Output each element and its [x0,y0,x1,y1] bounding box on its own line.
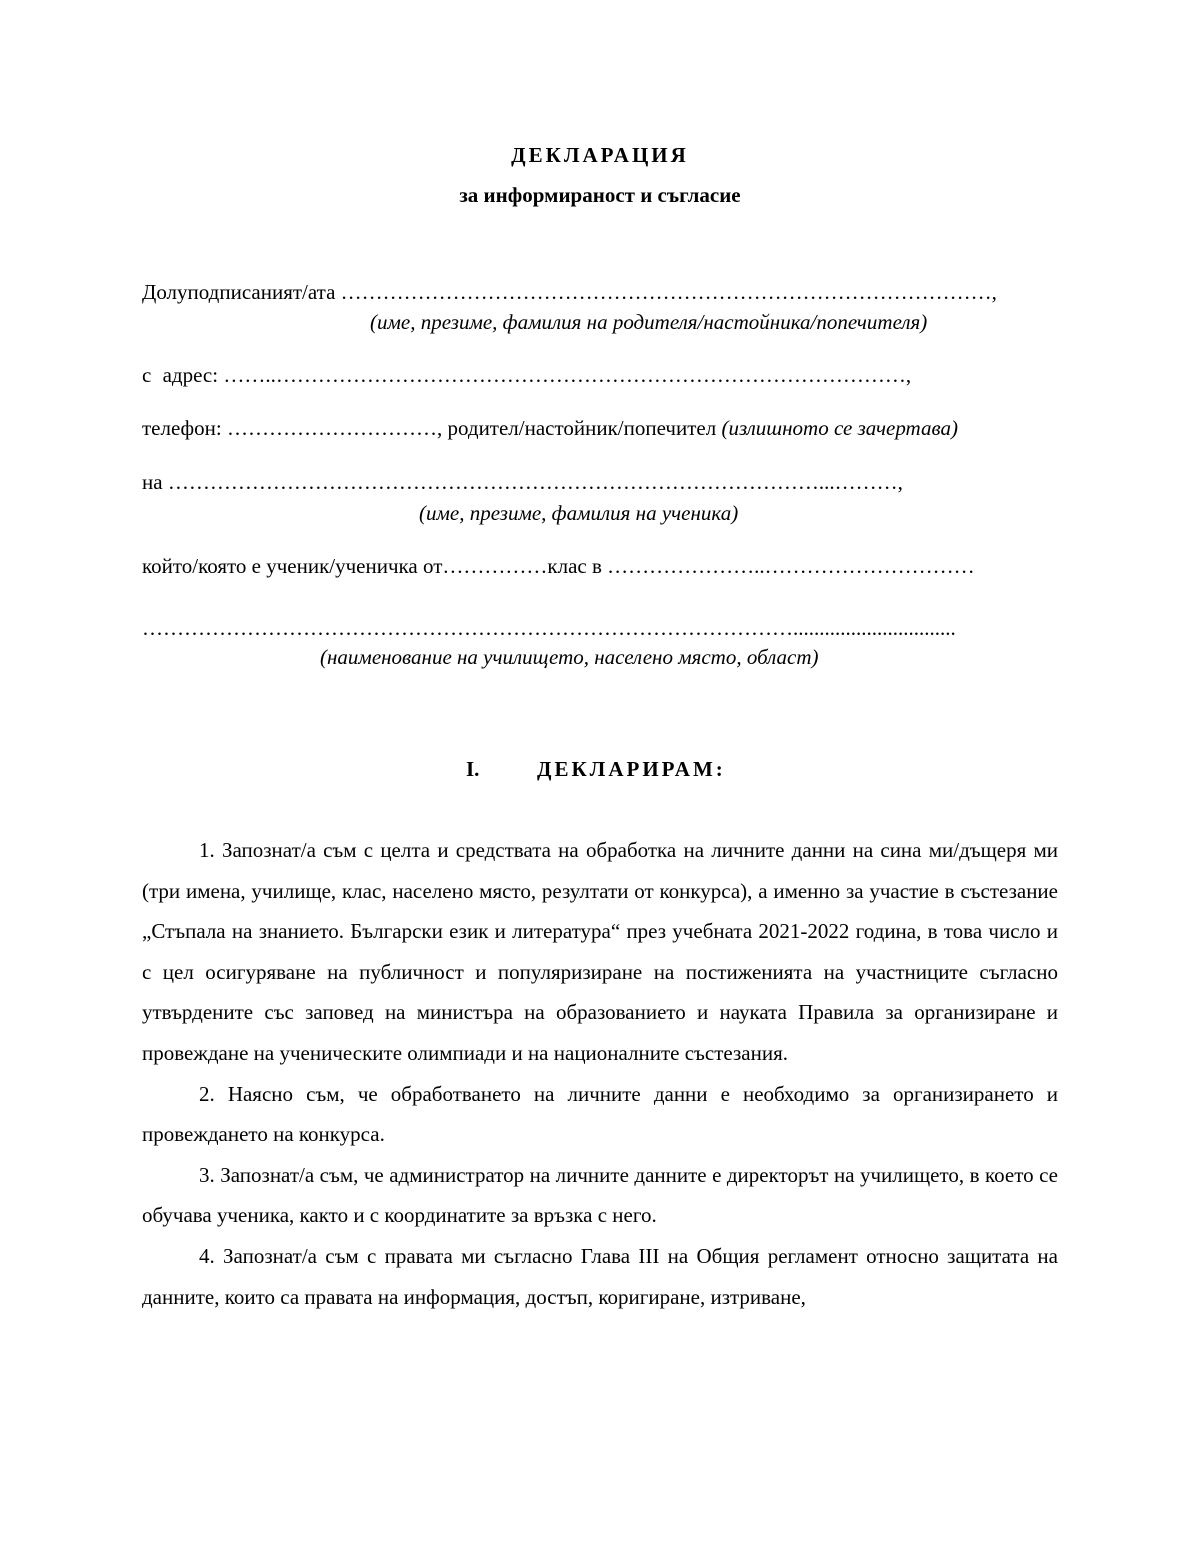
student-field: …………………………………………………………………………………...………, [167,470,903,494]
phone-role: родител/настойник/попечител [447,416,717,440]
student-label: на [142,470,163,494]
paragraph-4: 4. Запознат/а съм с правата ми съгласно Глава III на Общия регламент относно защитата на данните, които са правата на информация, достъп, коригиране, изтриване, [142,1243,1058,1309]
student-line [142,470,1058,495]
student-hint: (име, презиме, фамилия на ученика) [419,501,739,525]
phone-line [142,416,1058,441]
class-line [142,554,1058,579]
document-title: ДЕКЛАРАЦИЯ [511,143,689,167]
document-subtitle: за информираност и съгласие [459,183,741,207]
undersigned-line [142,280,1058,305]
undersigned-field: …………………………………………………………………………………, [340,280,997,304]
undersigned-label: Долуподписаният/ата [142,280,336,304]
address-label: с адрес: [142,363,219,387]
class-field: …………… [442,554,548,578]
phone-note: (излишното се зачертава) [721,416,958,440]
school-field-start: …………………..………………………… [607,554,975,578]
school-field: …………………………………………………………………………………............................... [142,616,956,640]
paragraph-1: 1. Запознат/а съм с целта и средствата на обработка на личните данни на сина ми/дъщеря ми (три имена, училище, клас, населено място, резултати от конкурса), а именно за участие в състезание „Стъпала на знанието. Български език и литература“ през учебната 2021-2022 година, в това число и с цел осигуряване на публичност и популяризиране на постиженията на участниците съгласно утвърдените със заповед на министъра на образованието и науката Правила за организиране и провеждане на ученическите олимпиади и на националните състезания. [142,838,1058,1065]
paragraph-3: 3. Запознат/а съм, че администратор на личните данните е директорът на училището, в което се обучава ученика, както и с координатите за връзка с него. [142,1162,1058,1228]
section-number: I. [466,757,480,781]
school-line [142,616,1058,641]
phone-field: …………………………, [226,416,443,440]
address-line [142,363,1058,388]
class-in-label: клас в [547,554,602,578]
declaration-body [142,830,1058,1317]
school-hint: (наименование на училището, населено място, област) [320,645,819,669]
paragraph-2: 2. Наясно съм, че обработването на личните данни е необходимо за организирането и провеждането на конкурса. [142,1081,1058,1147]
address-field: ……..………………………………………………………………………………, [223,363,912,387]
section-title: ДЕКЛАРИРАМ: [537,757,726,781]
undersigned-hint: (име, презиме, фамилия на родителя/настойника/попечителя) [370,310,928,334]
class-label: който/която е ученик/ученичка от [142,554,443,578]
phone-label: телефон: [142,416,222,440]
